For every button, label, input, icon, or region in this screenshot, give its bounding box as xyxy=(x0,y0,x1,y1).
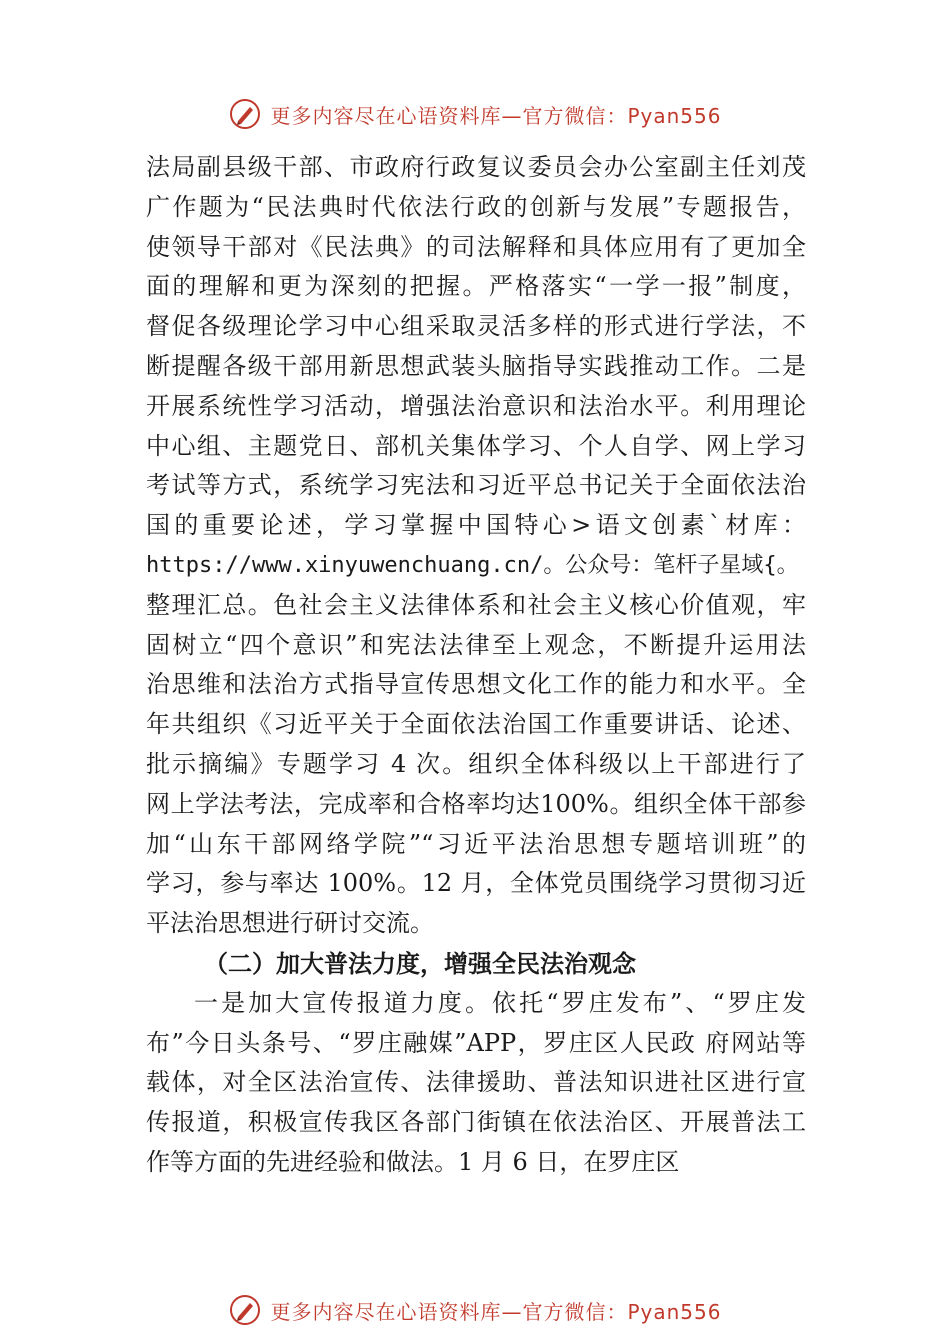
pen-logo-icon xyxy=(228,97,262,131)
body-line: 法局副县级干部、市政府行政复议委员会办公室副主任刘茂 xyxy=(146,153,806,181)
section-line: 作等方面的先进经验和做法。1 月 6 日，在罗庄区 xyxy=(146,1147,680,1176)
body-line: 考试等方式，系统学习宪法和习近平总书记关于全面依法治 xyxy=(146,471,806,500)
banner-text: 更多内容尽在心语资料库—官方微信：Pyan556 xyxy=(270,103,722,128)
body-line: 使领导干部对《民法典》的司法解释和具体应用有了更加全 xyxy=(146,232,806,261)
body-line: 中心组、主题党日、部机关集体学习、个人自学、网上学习 xyxy=(146,431,806,460)
body-line: 面的理解和更为深刻的把握。严格落实“一学一报”制度， xyxy=(146,272,806,301)
body-line: 广作题为“民法典时代依法行政的创新与发展”专题报告， xyxy=(146,192,806,221)
header-banner xyxy=(0,94,950,134)
pen-logo-icon xyxy=(228,1293,262,1327)
body-line: 固树立“四个意识”和宪法法律至上观念，不断提升运用法 xyxy=(146,630,806,659)
body-line: 治思维和法治方式指导宣传思想文化工作的能力和水平。全 xyxy=(146,670,806,699)
banner-text: 更多内容尽在心语资料库—官方微信：Pyan556 xyxy=(270,1299,722,1324)
body-line: 年共组织《习近平关于全面依法治国工作重要讲话、论述、 xyxy=(146,710,806,739)
body-line: 整理汇总。色社会主义法律体系和社会主义核心价值观，牢 xyxy=(146,590,806,619)
body-line: 平法治思想进行研讨交流。 xyxy=(146,909,434,938)
section-line: 载体，对全区法治宣传、法律援助、普法知识进社区进行宣 xyxy=(146,1068,806,1097)
section-line: 布”今日头条号、“罗庄融媒”APP，罗庄区人民政 府网站等 xyxy=(146,1028,806,1057)
footer-banner xyxy=(0,1290,950,1330)
body-line: 开展系统性学习活动，增强法治意识和法治水平。利用理论 xyxy=(146,391,806,420)
body-line: 加“山东干部网络学院”“习近平法治思想专题培训班”的 xyxy=(146,829,806,858)
body-line-url: https://www.xinyuwenchuang.cn/。公众号：笔杆子星域{。 xyxy=(146,552,799,578)
section-line: 一是加大宣传报道力度。依托“罗庄发布”、“罗庄发 xyxy=(194,988,806,1017)
body-line: 学习，参与率达 100%。12 月，全体党员围绕学习贯彻习近 xyxy=(146,869,806,898)
body-line: 督促各级理论学习中心组采取灵活多样的形式进行学法，不 xyxy=(146,312,806,341)
body-line: 批示摘编》专题学习 4 次。组织全体科级以上干部进行了 xyxy=(146,749,806,778)
body-line: 国的重要论述，学习掌握中国特心>语文创素`材库： xyxy=(146,511,806,540)
body-line: 断提醒各级干部用新思想武装头脑指导实践推动工作。二是 xyxy=(146,351,806,380)
body-line: 网上学法考法，完成率和合格率均达100%。组织全体干部参 xyxy=(146,789,806,818)
document-body xyxy=(146,148,806,1183)
section-line: 传报道，积极宣传我区各部门街镇在依法治区、开展普法工 xyxy=(146,1108,806,1137)
section-heading: （二）加大普法力度，增强全民法治观念 xyxy=(204,948,636,978)
